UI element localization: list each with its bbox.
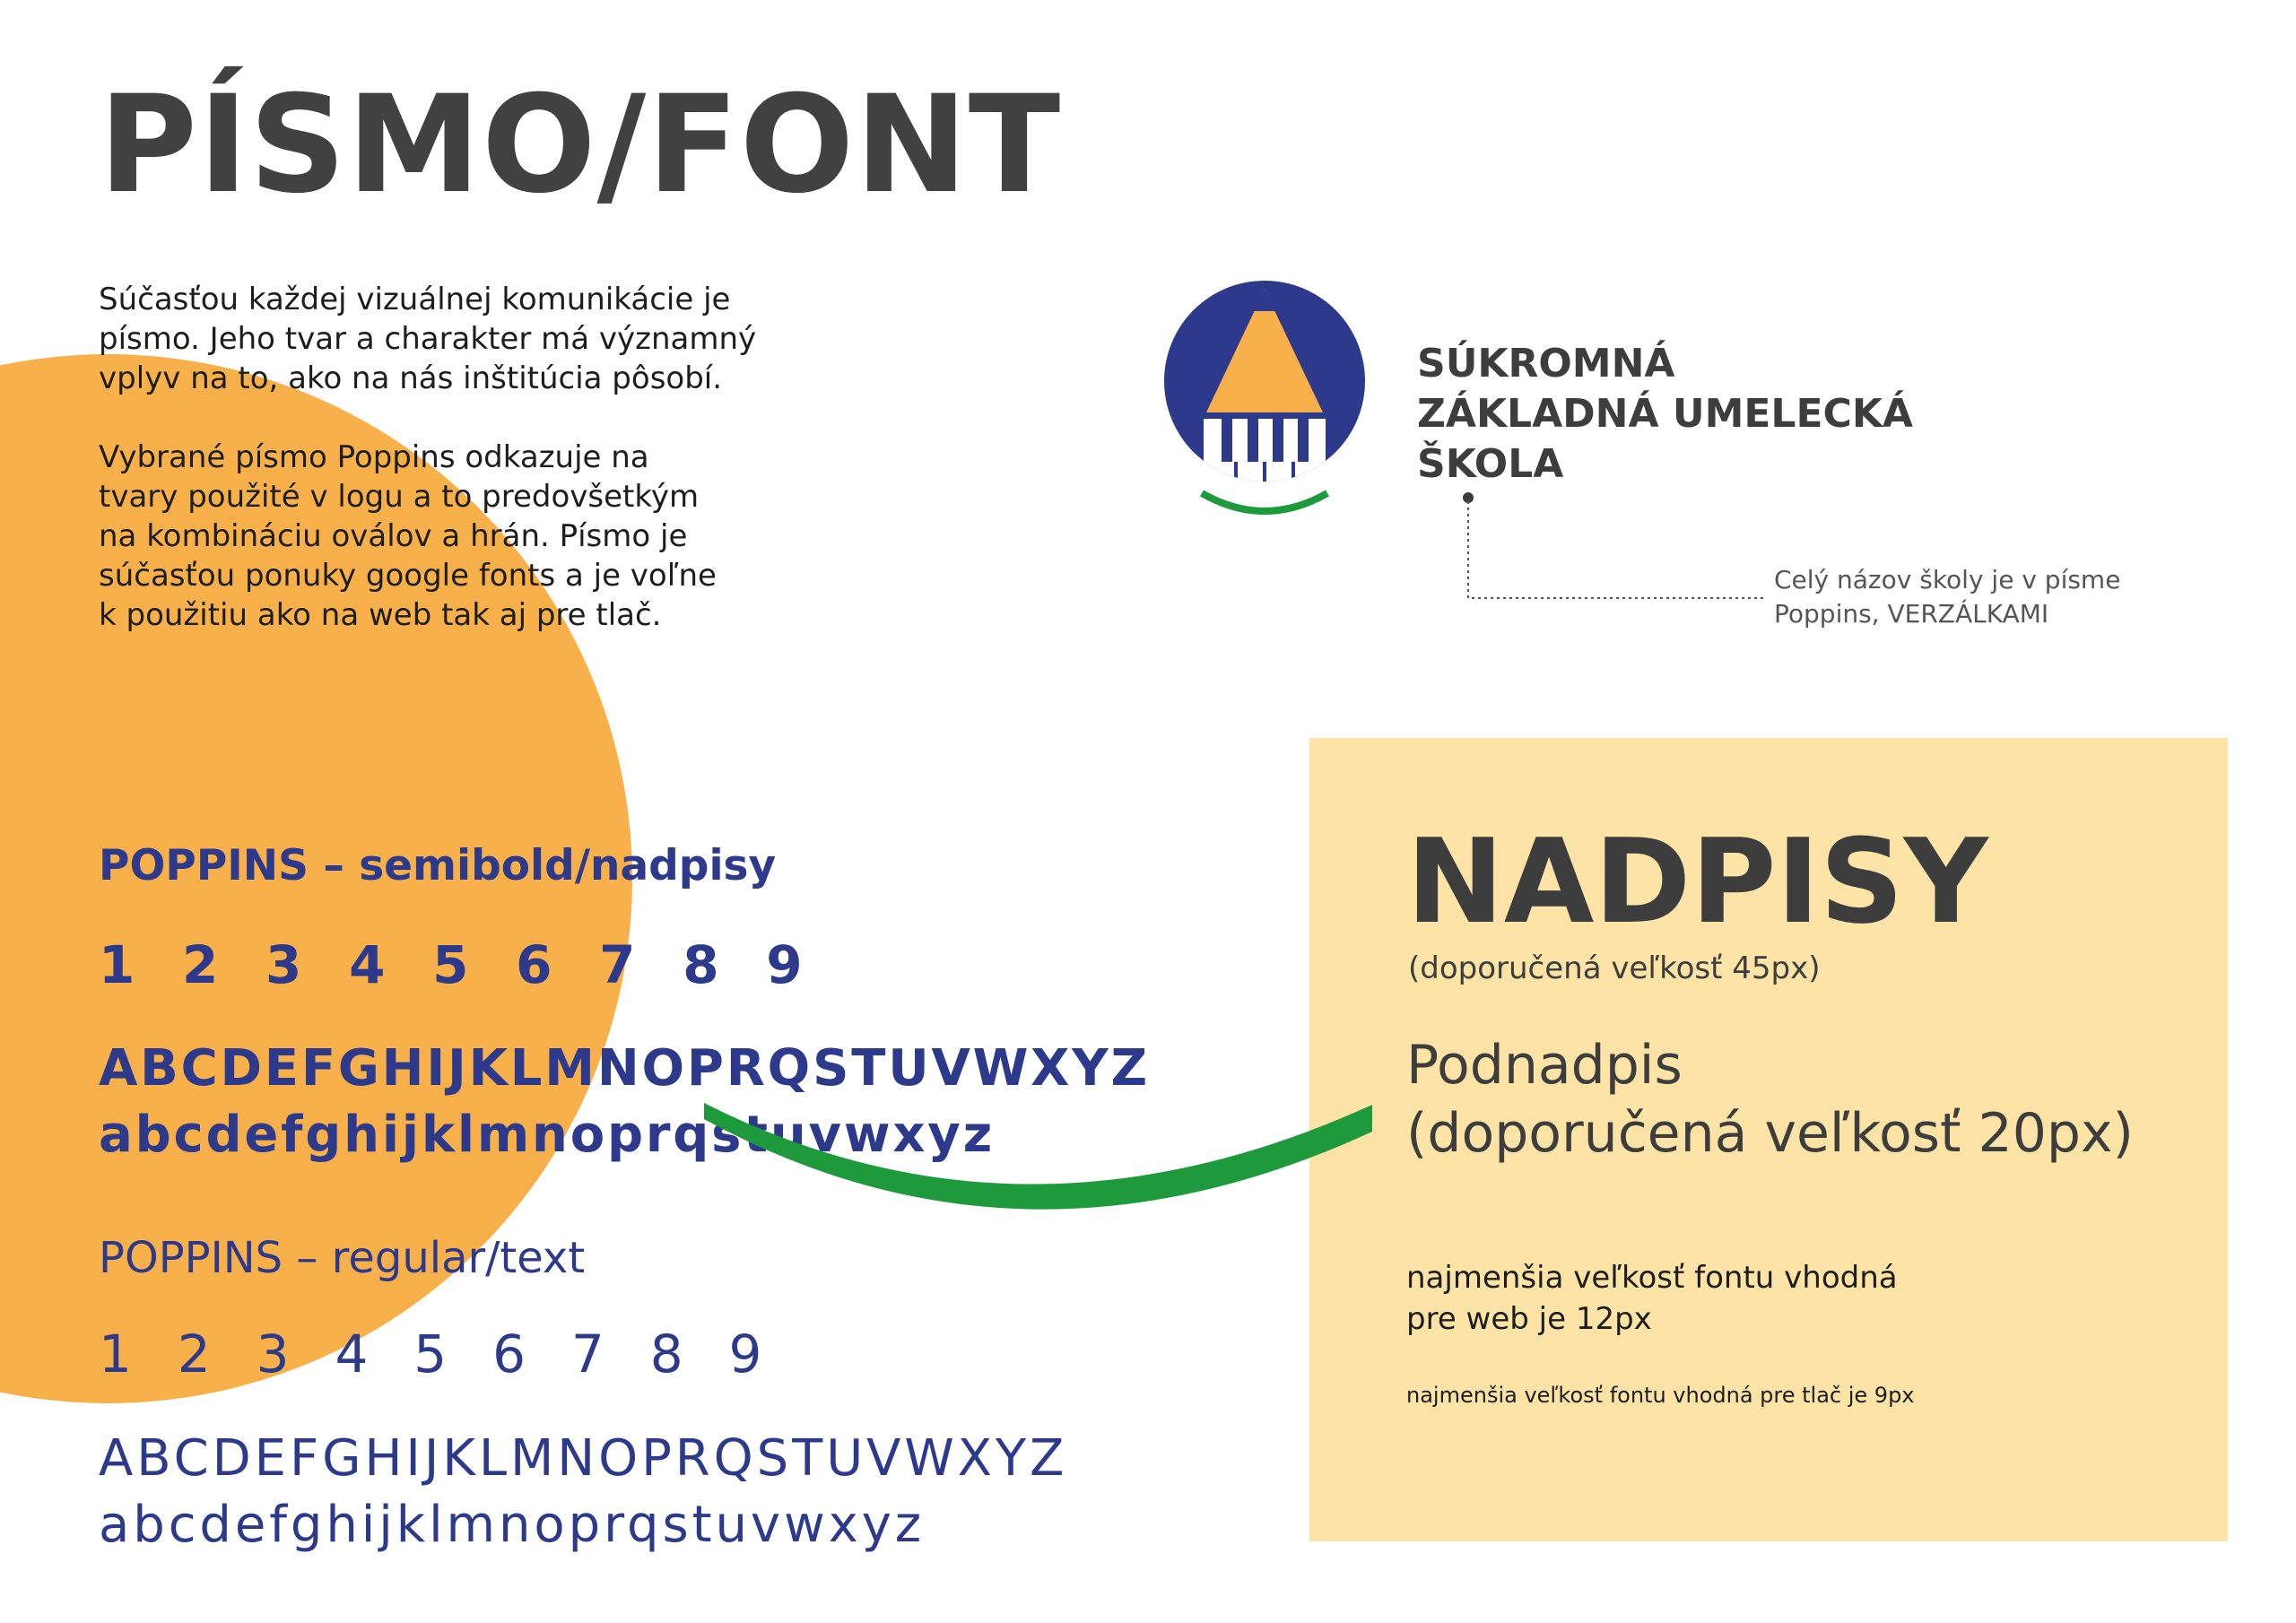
annotation-leader-line [1453,489,1776,605]
font-note [1774,563,2187,631]
school-name-line-2: ZÁKLADNÁ UMELECKÁ [1417,391,1913,437]
regular-uppercase: ABCDEFGHIJKLMNOPRQSTUVWXYZ [99,1429,1068,1488]
font-note-line-1: Celý názov školy je v písme [1774,565,2121,595]
intro-paragraph-1: Súčasťou každej vizuálnej komunikácie je písmo. Jeho tvar a charakter má významný vplyv na to, ako na nás inštitúcia pôsobí. [99,282,757,396]
panel-heading: NADPISY [1406,813,1988,950]
panel-web-line-1: najmenšia veľkosť fontu vhodná [1406,1260,1898,1296]
green-swoosh [691,1094,1381,1255]
logo-green-arc [1202,493,1327,511]
font-note-line-2: Poppins, VERZÁLKAMI [1774,599,2049,629]
semibold-label: POPPINS – semibold/nadpisy [99,841,777,890]
regular-alphabet [99,1426,1067,1558]
regular-digits: 1 2 3 4 5 6 7 8 9 [99,1324,777,1384]
green-arc [704,1103,1372,1210]
panel-web-line-2: pre web je 12px [1406,1301,1652,1337]
intro-text [99,280,861,674]
school-name [1417,339,1919,490]
regular-label: POPPINS – regular/text [99,1233,586,1283]
panel-web-size-note [1406,1257,1898,1340]
panel-subheading-line-1: Podnadpis [1406,1034,1683,1097]
panel-heading-note: (doporučená veľkosť 45px) [1408,950,1821,986]
panel-subheading [1406,1031,2213,1167]
semibold-uppercase: ABCDEFGHIJKLMNOPRQSTUVWXYZ [99,1039,1150,1098]
regular-lowercase: abcdefghijklmnoprqstuvwxyz [99,1496,926,1554]
semibold-lowercase: abcdefghijklmnoprqstuvwxyz [99,1106,995,1164]
school-logo [1157,273,1372,529]
intro-paragraph-2: Vybrané písmo Poppins odkazuje na tvary použité v logu a to predovšetkým na kombináciu oválov a hrán. Písmo je súčasťou ponuky google fonts a je voľne k použitiu ako na web tak aj pre tlač. [99,439,717,633]
page-title: PÍSMO/FONT [99,67,1062,223]
panel-subheading-line-2: (doporučená veľkosť 20px) [1406,1102,2134,1165]
school-name-line-1: SÚKROMNÁ [1417,341,1675,386]
school-name-line-3: ŠKOLA [1417,441,1564,487]
semibold-digits: 1 2 3 4 5 6 7 8 9 [99,934,817,995]
panel-print-size-note: najmenšia veľkosť fontu vhodná pre tlač je 9px [1406,1383,1915,1408]
